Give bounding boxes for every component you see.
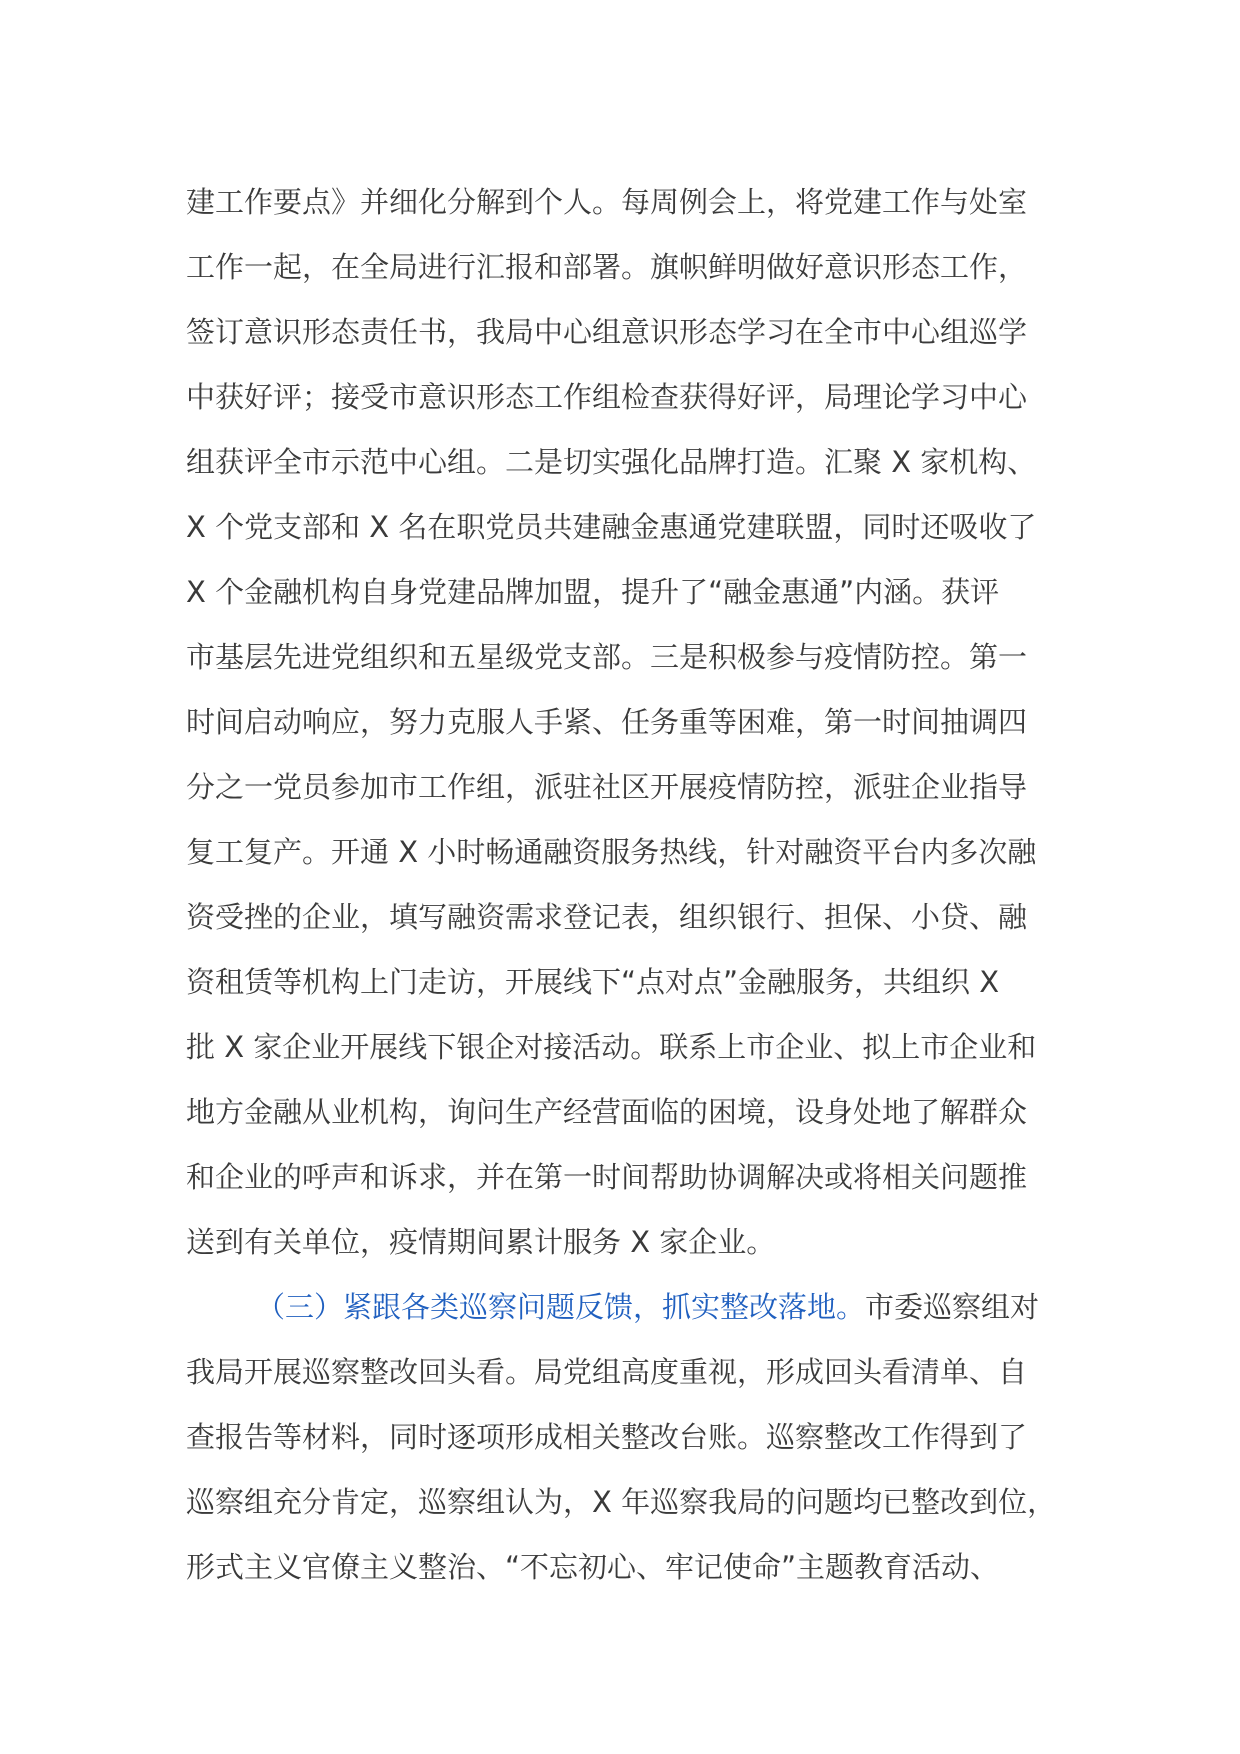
body-line-4: 中获好评；接受市意识形态工作组检查获得好评，局理论学习中心 <box>186 380 1028 414</box>
body-line-1: 建工作要点》并细化分解到个人。每周例会上，将党建工作与处室 <box>186 185 1028 219</box>
body-line-17: 送到有关单位，疫情期间累计服务 X 家企业。 <box>186 1225 776 1259</box>
body-line-10: 分之一党员参加市工作组，派驻社区开展疫情防控，派驻企业指导 <box>186 770 1028 804</box>
body-line-5: 组获评全市示范中心组。二是切实强化品牌打造。汇聚 X 家机构、 <box>186 445 1037 479</box>
body-line-3: 签订意识形态责任书，我局中心组意识形态学习在全市中心组巡学 <box>186 315 1028 349</box>
section-line-2: 查报告等材料，同时逐项形成相关整改台账。巡察整改工作得到了 <box>186 1420 1028 1454</box>
body-line-7: X 个金融机构自身党建品牌加盟，提升了“融金惠通”内涵。获评 <box>186 575 1000 609</box>
body-line-12: 资受挫的企业，填写融资需求登记表，组织银行、担保、小贷、融 <box>186 900 1028 934</box>
section-heading-continuation: 市委巡察组对 <box>865 1290 1040 1324</box>
section-line-3: 巡察组充分肯定，巡察组认为，X 年巡察我局的问题均已整改到位， <box>186 1485 1057 1519</box>
section-line-1: 我局开展巡察整改回头看。局党组高度重视，形成回头看清单、自 <box>186 1355 1028 1389</box>
body-line-16: 和企业的呼声和诉求，并在第一时间帮助协调解决或将相关问题推 <box>186 1160 1028 1194</box>
section-heading-line <box>186 1275 1066 1340</box>
body-line-6: X 个党支部和 X 名在职党员共建融金惠通党建联盟，同时还吸收了 <box>186 510 1037 544</box>
body-line-15: 地方金融从业机构，询问生产经营面临的困境，设身处地了解群众 <box>186 1095 1028 1129</box>
body-line-8: 市基层先进党组织和五星级党支部。三是积极参与疫情防控。第一 <box>186 640 1028 674</box>
section-heading: （三）紧跟各类巡察问题反馈，抓实整改落地。 <box>256 1290 866 1324</box>
body-line-9: 时间启动响应，努力克服人手紧、任务重等困难，第一时间抽调四 <box>186 705 1028 739</box>
body-line-13: 资租赁等机构上门走访，开展线下“点对点”金融服务，共组织 X <box>186 965 1000 999</box>
document-body <box>186 170 1066 1600</box>
body-line-14: 批 X 家企业开展线下银企对接活动。联系上市企业、拟上市企业和 <box>186 1030 1037 1064</box>
body-line-11: 复工复产。开通 X 小时畅通融资服务热线，针对融资平台内多次融 <box>186 835 1037 869</box>
body-line-2: 工作一起，在全局进行汇报和部署。旗帜鲜明做好意识形态工作， <box>186 250 1028 284</box>
section-line-4: 形式主义官僚主义整治、“不忘初心、牢记使命”主题教育活动、 <box>186 1550 1000 1584</box>
